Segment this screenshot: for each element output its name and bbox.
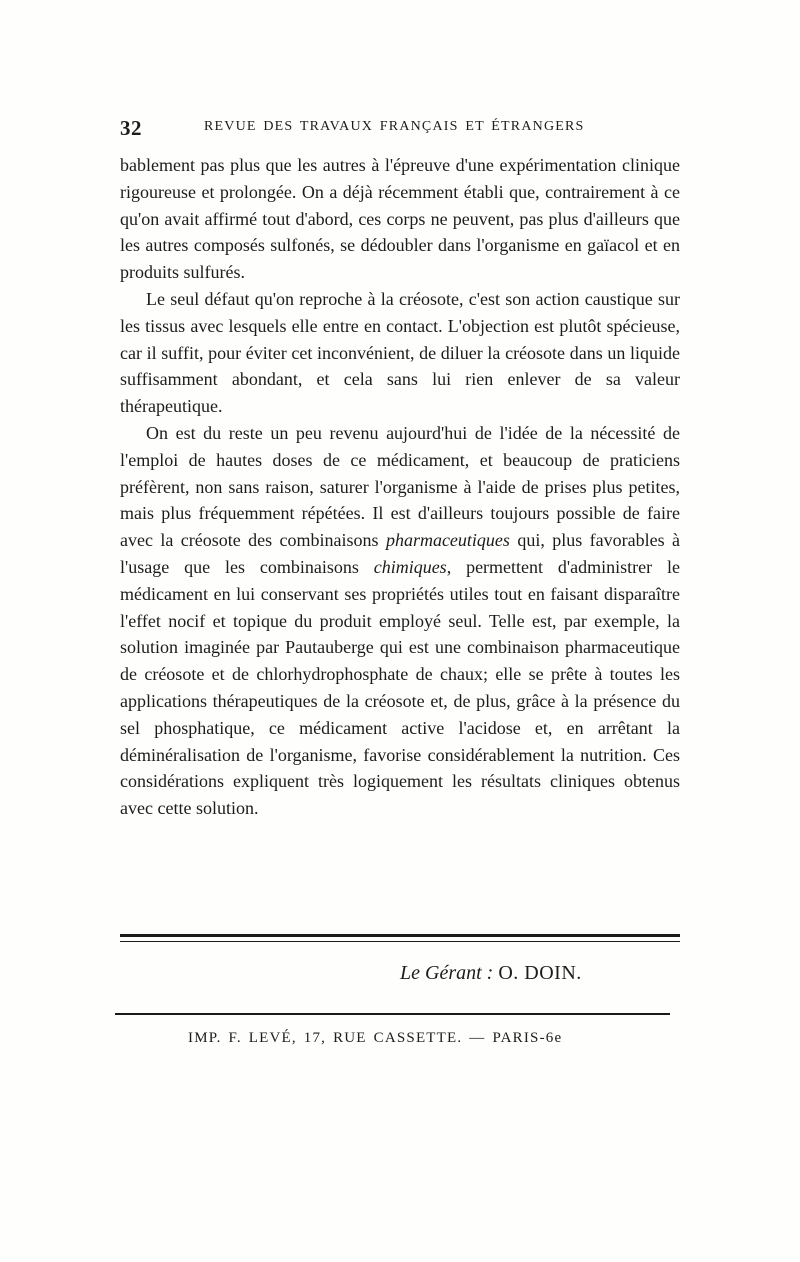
signature-name: O. DOIN. (498, 962, 582, 984)
italic-chimiques: chimiques (373, 556, 447, 577)
paragraph-2: Le seul défaut qu'on reproche à la créosote, c'est son action caustique sur les tissus avec lesquels elle entre en contact. L'objection est plutôt spécieuse, car il suffit, pour éviter cet inconvénient, de diluer la créosote dans un liquide suffisamment abondant, et cela sans lui rien enlever de sa valeur thérapeutique. (120, 288, 680, 417)
closing-rule-thin (120, 941, 680, 942)
paragraph-3-part-b: qui, plus favorables à l'usage que les combinaisons (120, 530, 680, 577)
signature-label: Le Gérant : (400, 962, 494, 984)
page-header (120, 116, 680, 144)
paragraph-3-part-a: On est du reste un peu revenu aujourd'hui de l'idée de la nécessité de l'emploi de hautes doses de ce médicament, et beaucoup de praticiens préfèrent, non sans raison, saturer l'organisme à l'aide de prises plus petites, mais plus fréquemment répétées. Il est d'ailleurs toujours possible de faire avec la créosote des combinaisons (120, 422, 680, 551)
page-number: 32 (120, 116, 142, 140)
imprint-rule (115, 1013, 670, 1015)
paragraph-1: bablement pas plus que les autres à l'épreuve d'une expérimentation clinique rigoureuse et prolongée. On a déjà récemment établi que, contrairement à ce qu'on avait affirmé tout d'abord, ces corps ne peuvent, pas plus d'ailleurs que les autres composés sulfonés, se dédoubler dans l'organisme en gaïacol et en produits sulfurés. (120, 155, 680, 283)
italic-pharmaceutiques: pharmaceutiques (385, 530, 510, 551)
paragraph-3-part-c: , permettent d'administrer le médicament en lui conservant ses propriétés utiles tout en faisant disparaître l'effet nocif et topique du produit employé seul. Telle est, par exemple, la solution imaginée par Pautauberge qui est une combinaison pharmaceutique de créosote et de chlorhydrophosphate de chaux; elle se prête à toutes les applications thérapeutiques de la créosote et, de plus, grâce à la présence du sel phosphatique, ce médicament active l'acidose et, en arrêtant la déminéralisation de l'organisme, favorise considérablement la nutrition. Ces considérations expliquent très logiquement les résultats cliniques obtenus avec cette solution. (120, 556, 680, 819)
paragraph-3 (120, 420, 680, 822)
article-body (120, 152, 680, 822)
running-head: REVUE DES TRAVAUX FRANÇAIS ET ÉTRANGERS (204, 119, 585, 134)
closing-rule-thick (120, 934, 680, 937)
manager-signature (400, 962, 680, 985)
printer-imprint: IMP. F. LEVÉ, 17, RUE CASSETTE. — PARIS-6e (188, 1030, 563, 1046)
